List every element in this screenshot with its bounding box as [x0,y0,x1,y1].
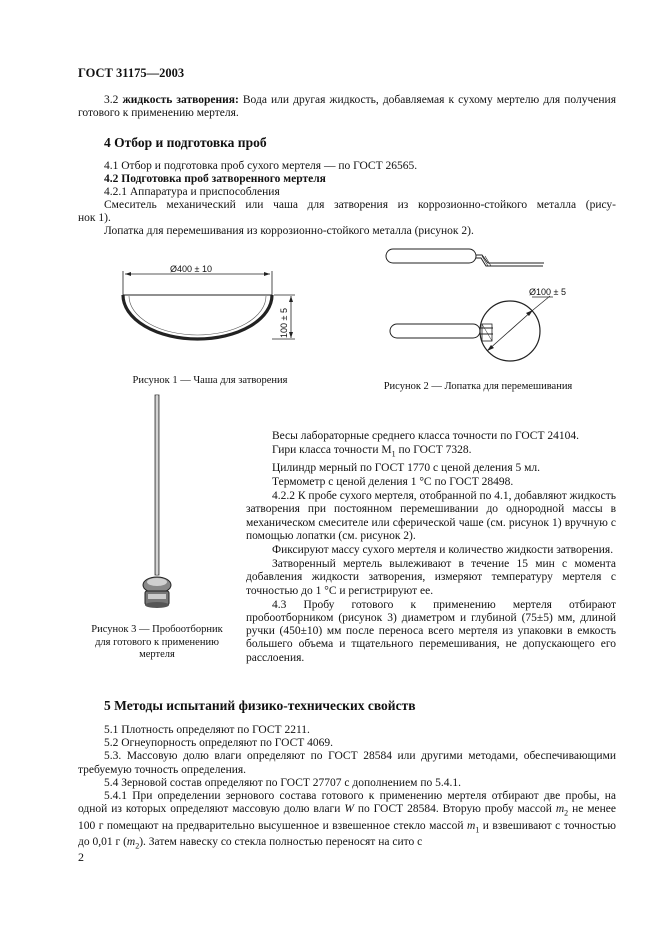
bowl-depth-label: 100 ± 5 [279,308,289,338]
para-5-1: 5.1 Плотность определяют по ГОСТ 2211. [104,724,310,736]
para-5-4: 5.4 Зерновой состав определяют по ГОСТ 27707 с дополнением по 5.4.1. [104,776,461,789]
para-4-2-1: 4.2.1 Аппаратура и приспособления [104,186,280,198]
section-5-body [78,724,616,853]
thermometer-line: Термометр с ценой деления 1 °С по ГОСТ 28498. [272,475,514,488]
section-5-title: 5 Методы испытаний физико-технических свойств [104,698,416,713]
page-number: 2 [78,850,84,864]
para-4-3: 4.3 Пробу готового к применению мертеля отбирают пробоотборником (рисунок 3) диаметром и глубиной (75±5) мм, длиной ручки (450±10) мм после переноса всего мертеля из упаковки в емкость большего объема и тщательного перемешивания, не допускающего его расслоения. [246,598,616,664]
figure-3-caption: Рисунок 3 — Пробоотборник для готового к применению мертеля [91,624,223,660]
figure-2-spatula [378,240,566,370]
figure-2-caption: Рисунок 2 — Лопатка для перемешивания [383,381,573,392]
para-4-2: 4.2 Подготовка проб затворенного мертеля [104,173,326,185]
para-spatula: Лопатка для перемешивания из коррозионно-стойкого металла (рисунок 2). [104,225,474,237]
section-4-title: 4 Отбор и подготовка проб [104,135,267,150]
scales-line: Весы лабораторные среднего класса точности по ГОСТ 24104. [272,430,579,442]
figure-1-bowl [110,265,310,347]
para-mixer-line2: нок 1). [78,212,111,224]
para-5-3: 5.3. Массовую долю влаги определяют по ГОСТ 28584 или другими методами, обеспечивающими требуемую точность определения. [78,750,616,776]
term-liquid: жидкость затворения: [122,94,239,106]
para-5-2: 5.2 Огнеупорность определяют по ГОСТ 4069. [104,737,334,750]
bowl-diameter-label: Ø400 ± 10 [170,264,212,274]
fix-mass-line: Фиксируют массу сухого мертеля и количество жидкости затворения. [272,543,614,556]
para-3-2: 3.2 жидкость затворения: Вода или другая жидкость, добавляемая к сухому мертелю для получения готового к применению мертеля. [78,94,616,120]
para-4-2-2: 4.2.2 К пробе сухого мертеля, отобранной по 4.1, добавляют жидкость затворения при постоянном перемешивании до однородной массы в механическом смесителе или сферической чаше (см. рисунок 1) вручную с помощью лопатки (см. рисунок 2). [246,490,616,542]
para-5-4-1: 5.4.1 При определении зернового состава готового к применению мертеля отбирают две пробы, на одной из которых определяют массовую долю влаги W по ГОСТ 28584. Вторую пробу массой $m_2$ не менее 100 г помещают на предварительно высушенное и взвешенное стекло массой $m_1$ и взвешивают с точностью до 0,01 г $(m_2)$. Затем навеску со стекла полностью переносят на сито с [78,790,617,851]
figure-3-sampler [130,393,184,613]
document-header: ГОСТ 31175—2003 [78,66,185,80]
weights-line: Гири класса точности $М_1$ по ГОСТ 7328. [272,444,472,459]
para-4-1: 4.1 Отбор и подготовка проб сухого мертеля — по ГОСТ 26565. [104,160,418,172]
para-mixer-line1: Смеситель механический или чаша для затворения из коррозионно-стойкого металла (рису- [104,199,616,211]
spatula-diameter-label: Ø100 ± 5 [529,287,566,297]
cylinder-line: Цилиндр мерный по ГОСТ 1770 с ценой деления 5 мл. [272,461,541,474]
aging-para: Затворенный мертель вылеживают в течение 15 мин с момента добавления жидкости затворения, измеряют температуру мертеля с точностью до 1 °С и регистрируют ее. [246,558,616,597]
right-column [246,430,616,666]
figure-1-caption: Рисунок 1 — Чаша для затворения [132,375,288,386]
